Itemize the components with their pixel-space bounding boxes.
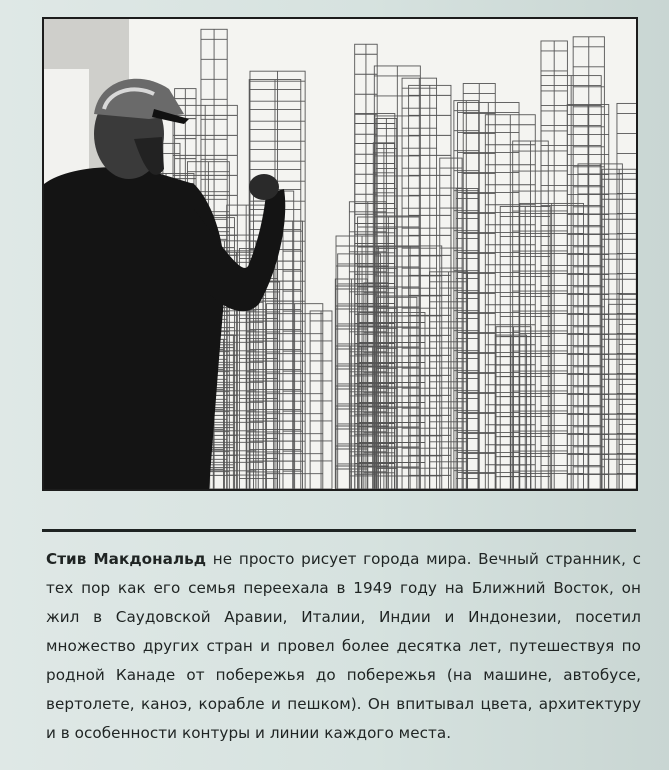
caption-text: не просто рисует города мира. Вечный странник, с тех пор как его семья переехала в 1949 году на Ближний Восток, он жил в Саудовской Аравии, Италии, Индии и Индонезии, посетил множество других стран и провел более десятка лет, путешествуя по родной Канаде от побережья до побережья (на машине, автобусе, вертолете, каноэ, корабле и пешком). Он впитывал цвета, архитектуру и в особенности контуры и линии каждого места. (46, 550, 642, 742)
caption-paragraph (46, 545, 641, 748)
artist-drawing-photo (42, 17, 638, 491)
city-sketch-illustration (44, 19, 636, 489)
divider-line (42, 529, 636, 532)
caption-name: Стив Макдональд (46, 550, 207, 568)
